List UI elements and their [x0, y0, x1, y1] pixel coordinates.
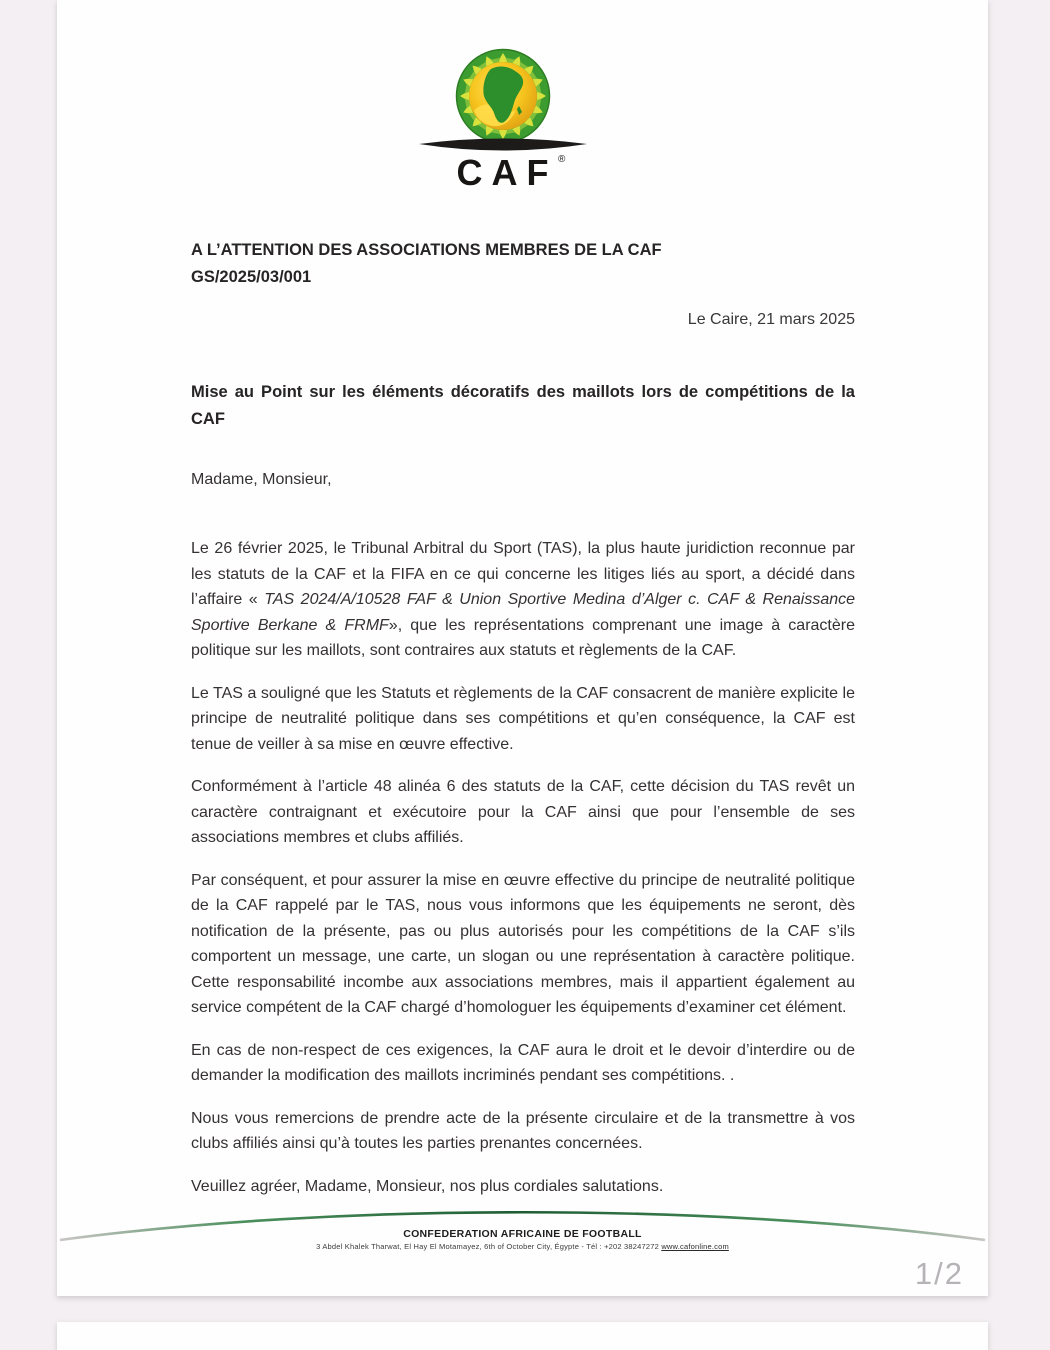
salutation: Madame, Monsieur, [191, 470, 332, 488]
paragraph-1-lead: Le 26 février 2025, le Tribunal Arbitral du Sport (TAS), la plus haute juridiction reconnue par les statuts de la CAF et la FIFA en ce qui concerne les litiges liés au sport, a décidé dans l’affaire « [191, 540, 855, 608]
paragraph-4: Par conséquent, et pour assurer la mise en œuvre effective du principe de neutralité politique de la CAF rappelé par le TAS, nous vous informons que les équipements ne seront, dès notification de la présente, pas ou plus autorisés pour les compétitions de la CAF s’ils comportent un message, une carte, un slogan ou une représentation à caractère politique. Cette responsabilité incombe aux associations membres, mais il appartient également au service compétent de la CAF chargé d’homologuer les équipements d’examiner cet élément. [191, 871, 855, 1016]
caf-globe-emblem-icon [412, 44, 594, 194]
footer-organization-name: CONFEDERATION AFRICAINE DE FOOTBALL [403, 1228, 642, 1240]
paragraph-1-tail: », que les représentations comprenant une image à caractère politique sur les maillots, sont contraires aux statuts et règlements de la CAF. [191, 616, 855, 659]
letter-body [191, 237, 855, 1199]
paragraph-2: Le TAS a souligné que les Statuts et règlements de la CAF consacrent de manière explicite le principe de neutralité politique dans ses compétitions et qu’en conséquence, la CAF est tenue de veiller à sa mise en œuvre effective. [191, 684, 855, 753]
closing-line: Veuillez agréer, Madame, Monsieur, nos plus cordiales salutations. [191, 1177, 664, 1195]
paragraph-5: En cas de non-respect de ces exigences, la CAF aura le droit et le devoir d’interdire ou de demander la modification des maillots incriminés pendant ses compétitions. . [191, 1041, 855, 1084]
footer-address-text: 3 Abdel Khalek Tharwat, El Hay El Motamayez, 6th of October City, Égypte - Tél : +202 38247272 [316, 1242, 662, 1251]
caf-logo [37, 0, 968, 199]
footer-address [57, 1242, 988, 1251]
dateline: Le Caire, 21 mars 2025 [687, 311, 855, 328]
reference-number: GS/2025/03/001 [191, 268, 312, 286]
paragraph-1 [191, 536, 855, 664]
page-indicator: 1/2 [914, 1256, 964, 1291]
document-page-2-edge [57, 1322, 988, 1350]
subject-line: Mise au Point sur les éléments décoratifs des maillots lors de compétitions de la CAF [191, 382, 855, 428]
case-citation: TAS 2024/A/10528 FAF & Union Sportive Medina d’Alger c. CAF & Renaissance Sportive Berkane & FRMF [191, 591, 856, 634]
page-footer [57, 1196, 988, 1251]
paragraph-3: Conformément à l’article 48 alinéa 6 des statuts de la CAF, cette décision du TAS revêt un caractère contraignant et exécutoire pour la CAF ainsi que pour l’ensemble de ses associations membres et clubs affiliés. [191, 778, 855, 846]
registered-trademark: ® [557, 154, 565, 165]
paragraph-6: Nous vous remercions de prendre acte de la présente circulaire et de la transmettre à vos clubs affiliés ainsi qu’à toutes les parties prenantes concernées. [191, 1109, 855, 1152]
caf-wordmark: CAF [456, 152, 557, 193]
footer-website-link[interactable]: www.cafonline.com [661, 1242, 729, 1251]
attention-line: A L’ATTENTION DES ASSOCIATIONS MEMBRES DE LA CAF [191, 241, 662, 259]
document-page-1 [57, 0, 988, 1296]
